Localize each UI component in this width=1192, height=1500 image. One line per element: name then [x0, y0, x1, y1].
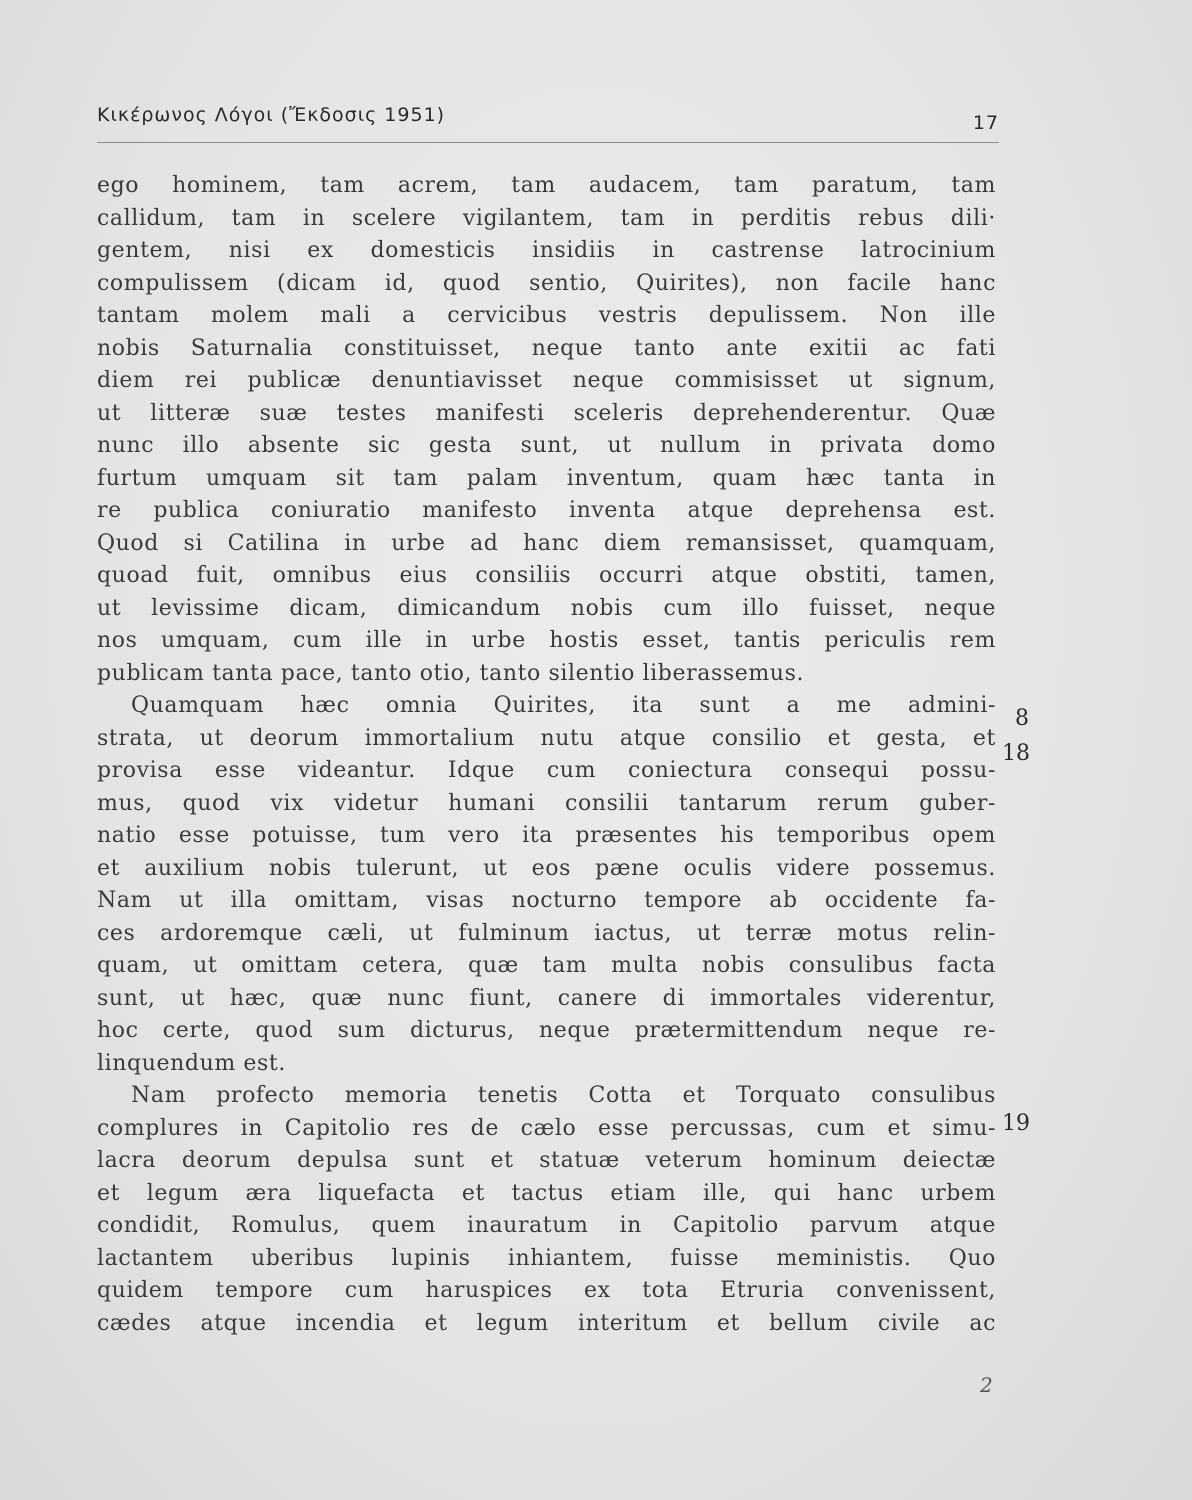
section-number: 18 [1002, 741, 1030, 766]
text-line: hoc certe, quod sum dicturus, neque prætermittendum neque re- [97, 1018, 996, 1043]
text-line: furtum umquam sit tam palam inventum, quam hæc tanta in [97, 465, 996, 491]
text-line: ut litteræ suæ testes manifesti sceleris deprehenderentur. Quæ [97, 400, 996, 426]
signature-mark: 2 [980, 1373, 993, 1397]
section-number: 19 [1002, 1111, 1030, 1136]
text-line: compulissem (dicam id, quod sentio, Quirites), non facile hanc [97, 270, 996, 296]
text-line: Nam profecto memoria tenetis Cotta et Torquato consulibus [131, 1083, 996, 1108]
running-header [97, 104, 999, 144]
text-line: condidit, Romulus, quem inauratum in Capitolio parvum atque [97, 1213, 996, 1238]
text-line: publicam tanta pace, tanto otio, tanto silentio liberassemus. [97, 660, 805, 686]
text-line: tantam molem mali a cervicibus vestris depulissem. Non ille [97, 303, 996, 328]
text-line: nobis Saturnalia constituisset, neque tanto ante exitii ac fati [97, 335, 996, 361]
text-line: ego hominem, tam acrem, tam audacem, tam paratum, tam [97, 173, 996, 198]
text-line: quoad fuit, omnibus eius consiliis occurri atque obstiti, tamen, [97, 563, 996, 588]
text-line: strata, ut deorum immortalium nutu atque consilio et gesta, et [97, 725, 996, 751]
text-line: et legum æra liquefacta et tactus etiam ille, qui hanc urbem [97, 1180, 996, 1206]
text-line: Nam ut illa omittam, visas nocturno tempore ab occidente fa- [97, 888, 996, 913]
header-title: Κικέρωνος Λόγοι (Ἔκδοσις 1951) [97, 104, 446, 126]
text-line: diem rei publicæ denuntiavisset neque commisisset ut signum, [97, 368, 996, 393]
text-line: et auxilium nobis tulerunt, ut eos pæne oculis videre possemus. [97, 855, 996, 881]
text-line: re publica coniuratio manifesto inventa atque deprehensa est. [97, 498, 996, 523]
section-number: 8 [1015, 706, 1029, 731]
header-rule [97, 142, 999, 143]
text-line: nunc illo absente sic gesta sunt, ut nullum in privata domo [97, 433, 996, 458]
text-line: natio esse potuisse, tum vero ita præsentes his temporibus opem [97, 823, 996, 848]
text-line: lactantem uberibus lupinis inhiantem, fuisse meministis. Quo [97, 1245, 996, 1271]
page-number: 17 [972, 112, 999, 134]
text-line: gentem, nisi ex domesticis insidiis in castrense latrocinium [97, 238, 996, 263]
text-line: quidem tempore cum haruspices ex tota Etruria convenissent, [97, 1278, 996, 1303]
text-line: ces ardoremque cæli, ut fulminum iactus, ut terræ motus relin- [97, 920, 996, 946]
text-line: provisa esse videantur. Idque cum coniectura consequi possu- [97, 758, 996, 783]
body-text [97, 170, 996, 1340]
text-line: sunt, ut hæc, quæ nunc fiunt, canere di immortales viderentur, [97, 985, 996, 1011]
text-line: cædes atque incendia et legum interitum et bellum civile ac [97, 1310, 996, 1336]
text-line: nos umquam, cum ille in urbe hostis esset, tantis periculis rem [97, 628, 996, 653]
text-line: linquendum est. [97, 1050, 286, 1076]
text-line: Quamquam hæc omnia Quirites, ita sunt a me admini- [131, 693, 996, 718]
text-line: ut levissime dicam, dimicandum nobis cum illo fuisset, neque [97, 595, 996, 621]
text-line: quam, ut omittam cetera, quæ tam multa nobis consulibus facta [97, 953, 996, 978]
text-line: mus, quod vix videtur humani consilii tantarum rerum guber- [97, 790, 996, 816]
text-line: complures in Capitolio res de cælo esse percussas, cum et simu- [97, 1115, 996, 1141]
text-line: callidum, tam in scelere vigilantem, tam in perditis rebus dili· [97, 205, 996, 231]
text-line: lacra deorum depulsa sunt et statuæ veterum hominum deiectæ [97, 1148, 996, 1173]
text-line: Quod si Catilina in urbe ad hanc diem remansisset, quamquam, [97, 530, 996, 556]
